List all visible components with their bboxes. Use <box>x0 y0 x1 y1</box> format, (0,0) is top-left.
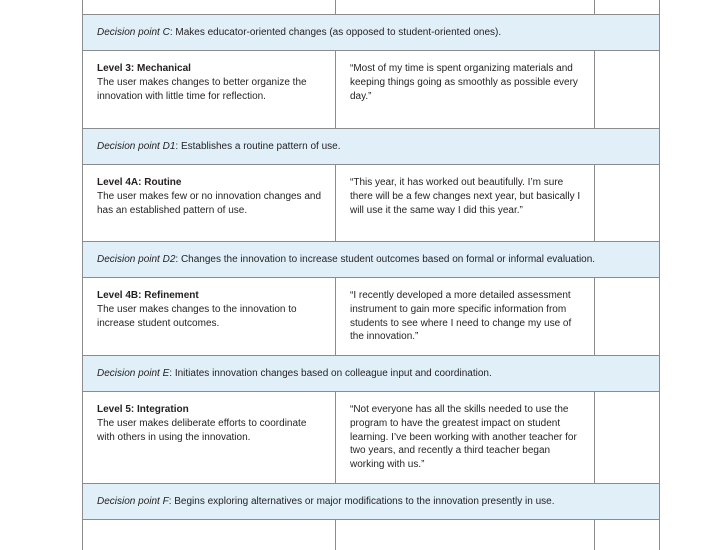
level-cell <box>83 165 336 241</box>
level-cell <box>83 392 336 483</box>
decision-label: Decision point C <box>97 27 170 38</box>
quote-cell <box>336 278 595 355</box>
blank-cell <box>595 165 659 241</box>
user-quote: “This year, it has worked out beautifully. I’m sure there will be a few changes next year, but basically I will use it the same way I did this year.” <box>350 177 581 216</box>
levels-of-use-table <box>82 0 660 550</box>
decision-description: Initiates innovation changes based on colleague input and coordination. <box>174 368 492 379</box>
decision-row-d1 <box>83 129 659 165</box>
user-quote: “Not everyone has all the skills needed to use the program to have the greatest impact on student learning. I’ve been working with another teacher for two years, and recently a third teacher began working with us.” <box>350 404 577 471</box>
decision-row-d2 <box>83 242 659 278</box>
decision-label: Decision point F <box>97 496 169 507</box>
level-description: The user makes changes to better organize the innovation with little time for reflection. <box>97 76 307 102</box>
decision-label: Decision point D2 <box>97 254 176 265</box>
decision-description: Makes educator-oriented changes (as opposed to student-oriented ones). <box>175 27 502 38</box>
decision-text: Decision point F: Begins exploring alternatives or major modifications to the innovation presently in use. <box>97 496 555 507</box>
level-title: Level 3: Mechanical <box>97 63 191 74</box>
decision-row-c <box>83 15 659 51</box>
level-title: Level 4A: Routine <box>97 177 182 188</box>
blank-cell <box>595 0 659 14</box>
level-cell <box>83 51 336 128</box>
level-row-4a <box>83 165 659 242</box>
user-quote: “Most of my time is spent organizing materials and keeping things going as smoothly as possible every day.” <box>350 63 578 102</box>
decision-row-e <box>83 356 659 392</box>
blank-cell <box>595 392 659 483</box>
decision-label: Decision point E <box>97 368 170 379</box>
level-description: The user makes few or no innovation changes and has an established pattern of use. <box>97 190 322 216</box>
level-row-3 <box>83 51 659 129</box>
decision-text: Decision point D2: Changes the innovation to increase student outcomes based on formal or informal evaluation. <box>97 254 596 265</box>
level-cell-partial <box>83 0 336 14</box>
level-title: Level 5: Integration <box>97 404 189 415</box>
decision-label: Decision point D1 <box>97 141 176 152</box>
level-title: Level 4B: Refinement <box>97 290 199 301</box>
level-cell <box>83 520 336 550</box>
level-description: The user makes changes to the innovation to increase student outcomes. <box>97 303 297 329</box>
quote-cell <box>336 51 595 128</box>
decision-row-f <box>83 484 659 520</box>
decision-text: Decision point C: Makes educator-oriented changes (as opposed to student-oriented ones). <box>97 27 502 38</box>
blank-cell <box>595 51 659 128</box>
table-row-partial <box>83 0 659 15</box>
decision-description: Establishes a routine pattern of use. <box>180 141 341 152</box>
level-row-5 <box>83 392 659 484</box>
level-row-4b <box>83 278 659 356</box>
blank-cell <box>595 278 659 355</box>
table-row-cutoff <box>83 520 659 550</box>
decision-description: Begins exploring alternatives or major modifications to the innovation presently in use. <box>174 496 555 507</box>
table-grid <box>82 0 660 550</box>
decision-text: Decision point D1: Establishes a routine pattern of use. <box>97 141 341 152</box>
level-cell <box>83 278 336 355</box>
quote-cell <box>336 520 595 550</box>
decision-description: Changes the innovation to increase student outcomes based on formal or informal evaluation. <box>180 254 596 265</box>
quote-cell <box>336 165 595 241</box>
user-quote: “I recently developed a more detailed assessment instrument to gain more specific information from students to see where I need to change my use of the innovation.” <box>350 290 572 343</box>
quote-cell-partial <box>336 0 595 14</box>
level-description: The user makes deliberate efforts to coordinate with others in using the innovation. <box>97 417 307 443</box>
quote-cell <box>336 392 595 483</box>
decision-text: Decision point E: Initiates innovation changes based on colleague input and coordination. <box>97 368 492 379</box>
blank-cell <box>595 520 659 550</box>
